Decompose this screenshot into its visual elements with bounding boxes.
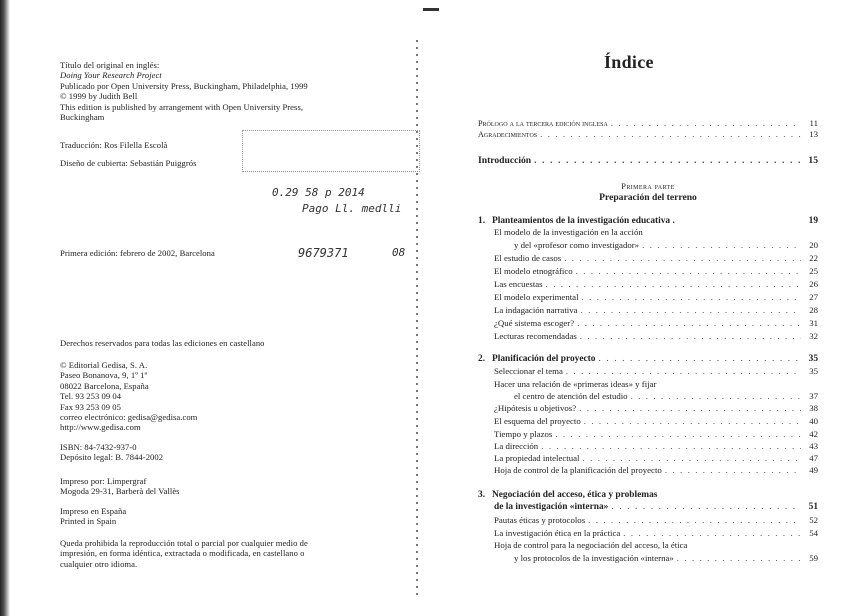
table-of-contents-page [424,0,848,616]
leader-dots [665,465,801,476]
handwritten-note: 0.29 58 p 2014 [272,186,365,199]
toc-entry[interactable] [514,391,818,402]
text-line: 08022 Barcelona, España [60,380,149,391]
toc-entry-title: El modelo etnográfico [494,266,573,276]
rights-line: Derechos reservados para todas las ediciones en castellano [60,338,265,348]
text-line: cualquier otro idioma. [60,558,138,569]
text-line: Mogoda 29-31, Barberà del Vallès [60,486,180,497]
translation-credit: Traducción: Ros Filella Escolà [60,140,168,150]
toc-entry-introduction[interactable] [478,155,818,166]
toc-entry-title: Prólogo a la tercera edición inglesa [478,119,608,128]
text-line: Buckingham [60,112,105,123]
text-line: Doing Your Research Project [60,70,162,81]
leader-dots [540,129,801,140]
leader-dots [579,403,801,414]
part-heading [478,181,818,203]
toc-entry-title: La propiedad intelectual [494,453,580,463]
toc-page-number: 49 [809,465,818,475]
toc-entry[interactable] [494,253,818,264]
leader-dots [582,292,801,303]
toc-page-number: 42 [809,429,818,439]
toc-page-number: 54 [809,528,818,538]
first-edition-line: Primera edición: febrero de 2002, Barcelona [60,248,215,258]
toc-entry[interactable] [494,441,818,452]
chapter-heading [478,216,675,227]
toc-entry-title: Las encuestas [494,279,543,289]
toc-entry-title: Lecturas recomendadas [494,331,577,341]
toc-page-number: 13 [809,129,818,139]
toc-page-number: 52 [809,515,818,525]
leader-dots [581,305,801,316]
chapter-title-line2: de la investigación «interna» [494,502,609,512]
toc-entry-title: La investigación ética en la práctica [494,528,621,538]
toc-entry[interactable] [494,279,818,290]
toc-entry-title: Seleccionar el tema [494,366,563,376]
toc-entry[interactable] [494,403,818,414]
toc-page-number: 15 [808,155,818,166]
leader-dots [598,354,801,365]
toc-entry[interactable] [494,515,818,526]
part-title: Preparación del terreno [599,192,697,203]
toc-page-number: 47 [809,453,818,463]
toc-page-number: 31 [809,318,818,328]
toc-entry[interactable] [514,553,818,564]
text-line: This edition is published by arrangement with Open University Press, [60,101,304,112]
toc-entry-title: El modelo de la investigación en la acción [494,227,643,237]
toc-entry[interactable] [494,305,818,316]
printed-in-block [60,506,126,527]
toc-entry-title: El esquema del proyecto [494,416,581,426]
toc-chapter-3[interactable] [478,490,818,501]
leader-dots [623,528,801,539]
chapter-heading [478,354,595,365]
toc-page-number: 35 [809,366,818,376]
chapter-title: Negociación del acceso, ética y problemas [492,490,658,500]
toc-entry[interactable] [494,540,818,551]
leader-dots [534,155,801,166]
text-line: Título del original en inglés: [60,60,160,70]
toc-entry-title: Tiempo y plazos [494,429,553,439]
original-title-block [60,60,308,122]
toc-entry[interactable] [494,266,818,277]
text-line: © 1999 by Judith Bell [60,91,138,102]
toc-entry-title: ¿Qué sistema escoger? [494,318,575,328]
leader-dots [577,318,801,329]
toc-page-number: 28 [809,305,818,315]
toc-page-number: 20 [809,240,818,250]
text-line: Fax 93 253 09 05 [60,401,121,412]
text-line: Impreso por: Limpergraf [60,476,147,486]
toc-entry-title: Pautas éticas y protocolos [494,515,586,525]
leader-dots [584,416,801,427]
leader-dots [555,429,801,440]
text-line: impresión, en forma idéntica, extractada o modificada, en castellano o [60,548,305,559]
handwritten-note: Pago Ll. medlli [302,202,402,215]
toc-entry-title: La dirección [494,441,539,451]
toc-entry[interactable] [494,465,818,476]
toc-page-number: 40 [809,416,818,426]
toc-page-number: 43 [809,441,818,451]
toc-entry[interactable] [494,429,818,440]
toc-entry[interactable] [494,416,818,427]
leader-dots [576,266,801,277]
toc-entry-title: ¿Hipótesis u objetivos? [494,403,577,413]
legal-notice [60,538,308,569]
text-line: Tel. 93 253 09 04 [60,391,122,402]
toc-entry[interactable] [514,240,818,251]
handwritten-number: 9679371 [298,246,349,260]
toc-entry[interactable] [494,366,818,377]
publisher-block [60,360,197,433]
leader-dots [564,253,801,264]
toc-entry-title: Hoja de control para la negociación del acceso, la ética [494,540,688,550]
toc-page-number: 35 [808,354,818,364]
toc-page-number: 25 [809,266,818,276]
leader-dots [611,502,801,513]
leader-dots [566,366,801,377]
text-line: Paseo Bonanova, 9, 1º 1ª [60,370,147,381]
isbn-line: ISBN: 84-7432-937-0 [60,442,137,452]
leader-dots [631,391,801,402]
toc-entry-title: Hoja de control de la planificación del proyecto [494,465,662,475]
leader-dots [580,331,801,342]
toc-page-number: 11 [809,118,818,128]
chapter-number: 2. [478,354,486,364]
toc-page-number: 19 [808,216,818,226]
stamp-box [242,130,420,172]
cover-design-credit: Diseño de cubierta: Sebastián Puiggrós [60,158,197,168]
page-title: Índice [604,52,654,72]
toc-page-number: 37 [809,391,818,401]
toc-chapter-2[interactable] [478,354,818,365]
toc-entry-title: Hacer una relación de «primeras ideas» y fijar [494,379,657,389]
toc-entry[interactable] [478,129,818,140]
toc-page-number: 38 [809,403,818,413]
leader-dots [541,441,801,452]
toc-entry-title: El estudio de casos [494,253,562,263]
chapter-heading [478,490,657,501]
toc-entry[interactable] [494,292,818,303]
toc-page-number: 51 [808,502,818,512]
toc-entry[interactable] [494,379,818,390]
chapter-title: Planteamientos de la investigación educativa . [492,216,675,226]
toc-entry-title: y del «profesor como investigador» [514,240,640,250]
leader-dots [642,240,801,251]
toc-entry[interactable] [494,528,818,539]
toc-entry[interactable] [494,331,818,342]
legal-deposit-line: Depósito legal: B. 7844-2002 [60,452,164,463]
isbn-block [60,442,163,463]
leader-dots [588,515,801,526]
toc-entry[interactable] [494,227,818,238]
toc-entry-title: Agradecimientos [478,130,538,139]
text-line: Publicado por Open University Press, Buckingham, Philadelphia, 1999 [60,80,308,91]
toc-entry-title: Introducción [478,155,532,166]
printer-block [60,476,180,497]
toc-page-number: 22 [809,253,818,263]
text-line: Queda prohibida la reproducción total o parcial por cualquier medio de [60,538,308,548]
text-line: Impreso en España [60,506,127,516]
leader-dots [546,279,801,290]
toc-entry-title: La indagación narrativa [494,305,578,315]
text-line: correo electrónico: gedisa@gedisa.com [60,412,198,423]
leader-dots [677,553,801,564]
text-line: Printed in Spain [60,516,117,527]
library-stamp [242,130,422,270]
toc-chapter-3-cont[interactable] [494,502,818,513]
toc-chapter-1[interactable] [478,216,818,227]
toc-entry-title: y los protocolos de la investigación «interna» [514,553,674,563]
chapter-number: 3. [478,490,486,500]
part-label: Primera parte [621,182,675,191]
scan-artifact-dashes [416,40,418,600]
chapter-title: Planificación del proyecto [492,354,596,364]
toc-page-number: 27 [809,292,818,302]
toc-page-number: 59 [809,553,818,563]
toc-entry[interactable] [478,118,818,129]
text-line: http://www.gedisa.com [60,422,141,433]
toc-page-number: 32 [809,331,818,341]
handwritten-mark: 08 [392,246,406,259]
chapter-number: 1. [478,216,486,226]
leader-dots [583,453,802,464]
leader-dots [611,118,801,129]
text-line: © Editorial Gedisa, S. A. [60,360,148,370]
toc-entry[interactable] [494,318,818,329]
toc-page-number: 26 [809,279,818,289]
toc-entry-title: El modelo experimental [494,292,579,302]
toc-entry-title: el centro de atención del estudio [514,391,628,401]
toc-entry[interactable] [494,453,818,464]
